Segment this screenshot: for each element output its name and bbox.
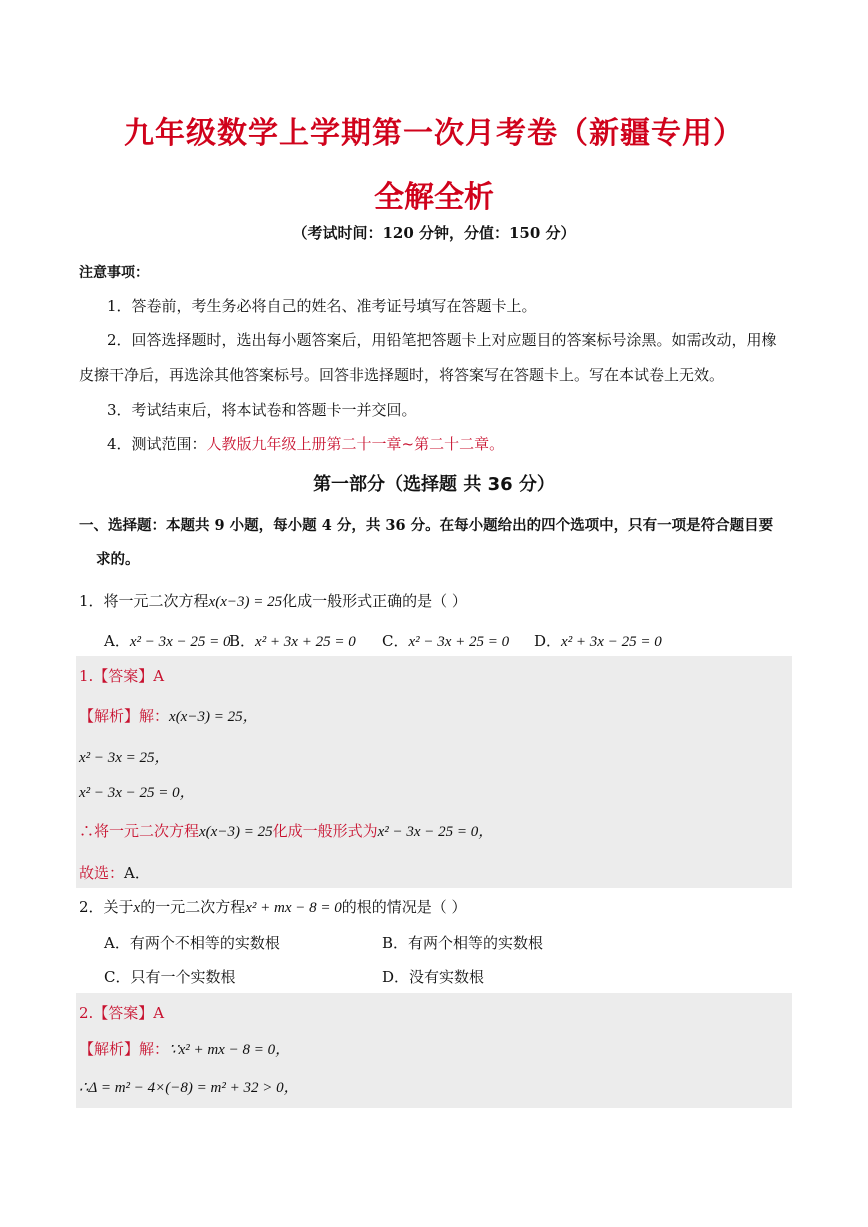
q1-option-c: C．x² − 3x + 25 = 0 <box>382 632 510 650</box>
question-2 <box>79 896 467 917</box>
q1-suffix: 化成一般形式正确的是（ ） <box>282 592 467 610</box>
note-item-2-line2: 皮擦干净后，再选涂其他答案标号。回答非选择题时，将答案写在答题卡上。写在本试卷上无效。 <box>79 366 725 384</box>
q1-concl-prefix: ∴将一元二次方程 <box>79 822 200 840</box>
note-item-4-prefix: 4．测试范围： <box>107 435 207 453</box>
q2-suffix: 的根的情况是（ ） <box>341 898 467 916</box>
section-instructions-line1: 一、选择题：本题共 9 小题，每小题 4 分，共 36 分。在每小题给出的四个选项中，只有一项是符合题目要 <box>79 517 774 534</box>
q1-analysis-solve: 解： <box>139 707 170 725</box>
q2-step2: ∴Δ = m² − 4×(−8) = m² + 32 > 0， <box>79 1080 299 1096</box>
q1-choose-label: 故选： <box>79 864 125 882</box>
page-title: 九年级数学上学期第一次月考卷（新疆专用） <box>124 116 744 151</box>
q2-option-d: D．没有实数根 <box>382 968 485 986</box>
section-title: 第一部分（选择题 共 36 分） <box>313 474 555 495</box>
q1-choose <box>79 862 150 883</box>
q1-analysis <box>79 705 258 726</box>
note-item-1: 1．答卷前，考生务必将自己的姓名、准考证号填写在答题卡上。 <box>107 297 537 315</box>
q2-analysis <box>79 1038 290 1059</box>
q2-equation: x² + mx − 8 = 0 <box>245 900 342 916</box>
question-1 <box>79 590 467 611</box>
q1-option-d: D．x² + 3x − 25 = 0 <box>534 632 662 650</box>
q1-concl-mid: 化成一般形式为 <box>272 822 378 840</box>
q1-option-b: B．x² + 3x + 25 = 0 <box>229 632 356 650</box>
q2-option-c: C．只有一个实数根 <box>104 968 236 986</box>
note-item-3: 3．考试结束后，将本试卷和答题卡一并交回。 <box>107 401 417 419</box>
notes-heading: 注意事项： <box>79 265 149 281</box>
q1-concl-eq: x(x−3) = 25 <box>199 824 273 840</box>
note-item-4 <box>107 433 504 454</box>
q1-option-a: A．x² − 3x − 25 = 0 <box>104 632 231 650</box>
q1-analysis-label: 【解析】 <box>79 707 140 725</box>
q2-option-b: B．有两个相等的实数根 <box>382 934 544 952</box>
q1-prefix: 1．将一元二次方程 <box>79 592 209 610</box>
q1-choose-value: A． <box>124 864 150 882</box>
q1-answer: 1.【答案】A <box>79 667 165 685</box>
q2-prefix: 2．关于 <box>79 898 134 916</box>
q1-step3: x² − 3x − 25 = 0， <box>79 785 195 801</box>
q2-option-a: A．有两个不相等的实数根 <box>104 934 280 952</box>
q2-analysis-solve: 解： <box>139 1040 170 1058</box>
q1-solution-box <box>76 656 792 888</box>
q2-step1: ∵x² + mx − 8 = 0， <box>169 1042 291 1058</box>
q1-step1: x(x−3) = 25， <box>169 709 258 725</box>
page-subtitle: 全解全析 <box>374 180 494 215</box>
q2-analysis-label: 【解析】 <box>79 1040 140 1058</box>
exam-info: （考试时间：120 分钟，分值：150 分） <box>292 224 576 242</box>
q1-equation: x(x−3) = 25 <box>208 594 283 610</box>
test-range: 人教版九年级上册第二十一章~第二十二章。 <box>206 435 505 453</box>
q1-conclusion <box>79 820 493 841</box>
q2-answer: 2.【答案】A <box>79 1004 165 1022</box>
section-instructions-line2: 求的。 <box>96 551 140 568</box>
q1-step2: x² − 3x = 25， <box>79 750 170 766</box>
q1-concl-result: x² − 3x − 25 = 0， <box>377 824 494 840</box>
q2-mid: 的一元二次方程 <box>140 898 246 916</box>
note-item-2-line1: 2．回答选择题时，选出每小题答案后，用铅笔把答题卡上对应题目的答案标号涂黑。如需改动，用橡 <box>107 331 777 349</box>
q2-var: x <box>133 900 141 916</box>
